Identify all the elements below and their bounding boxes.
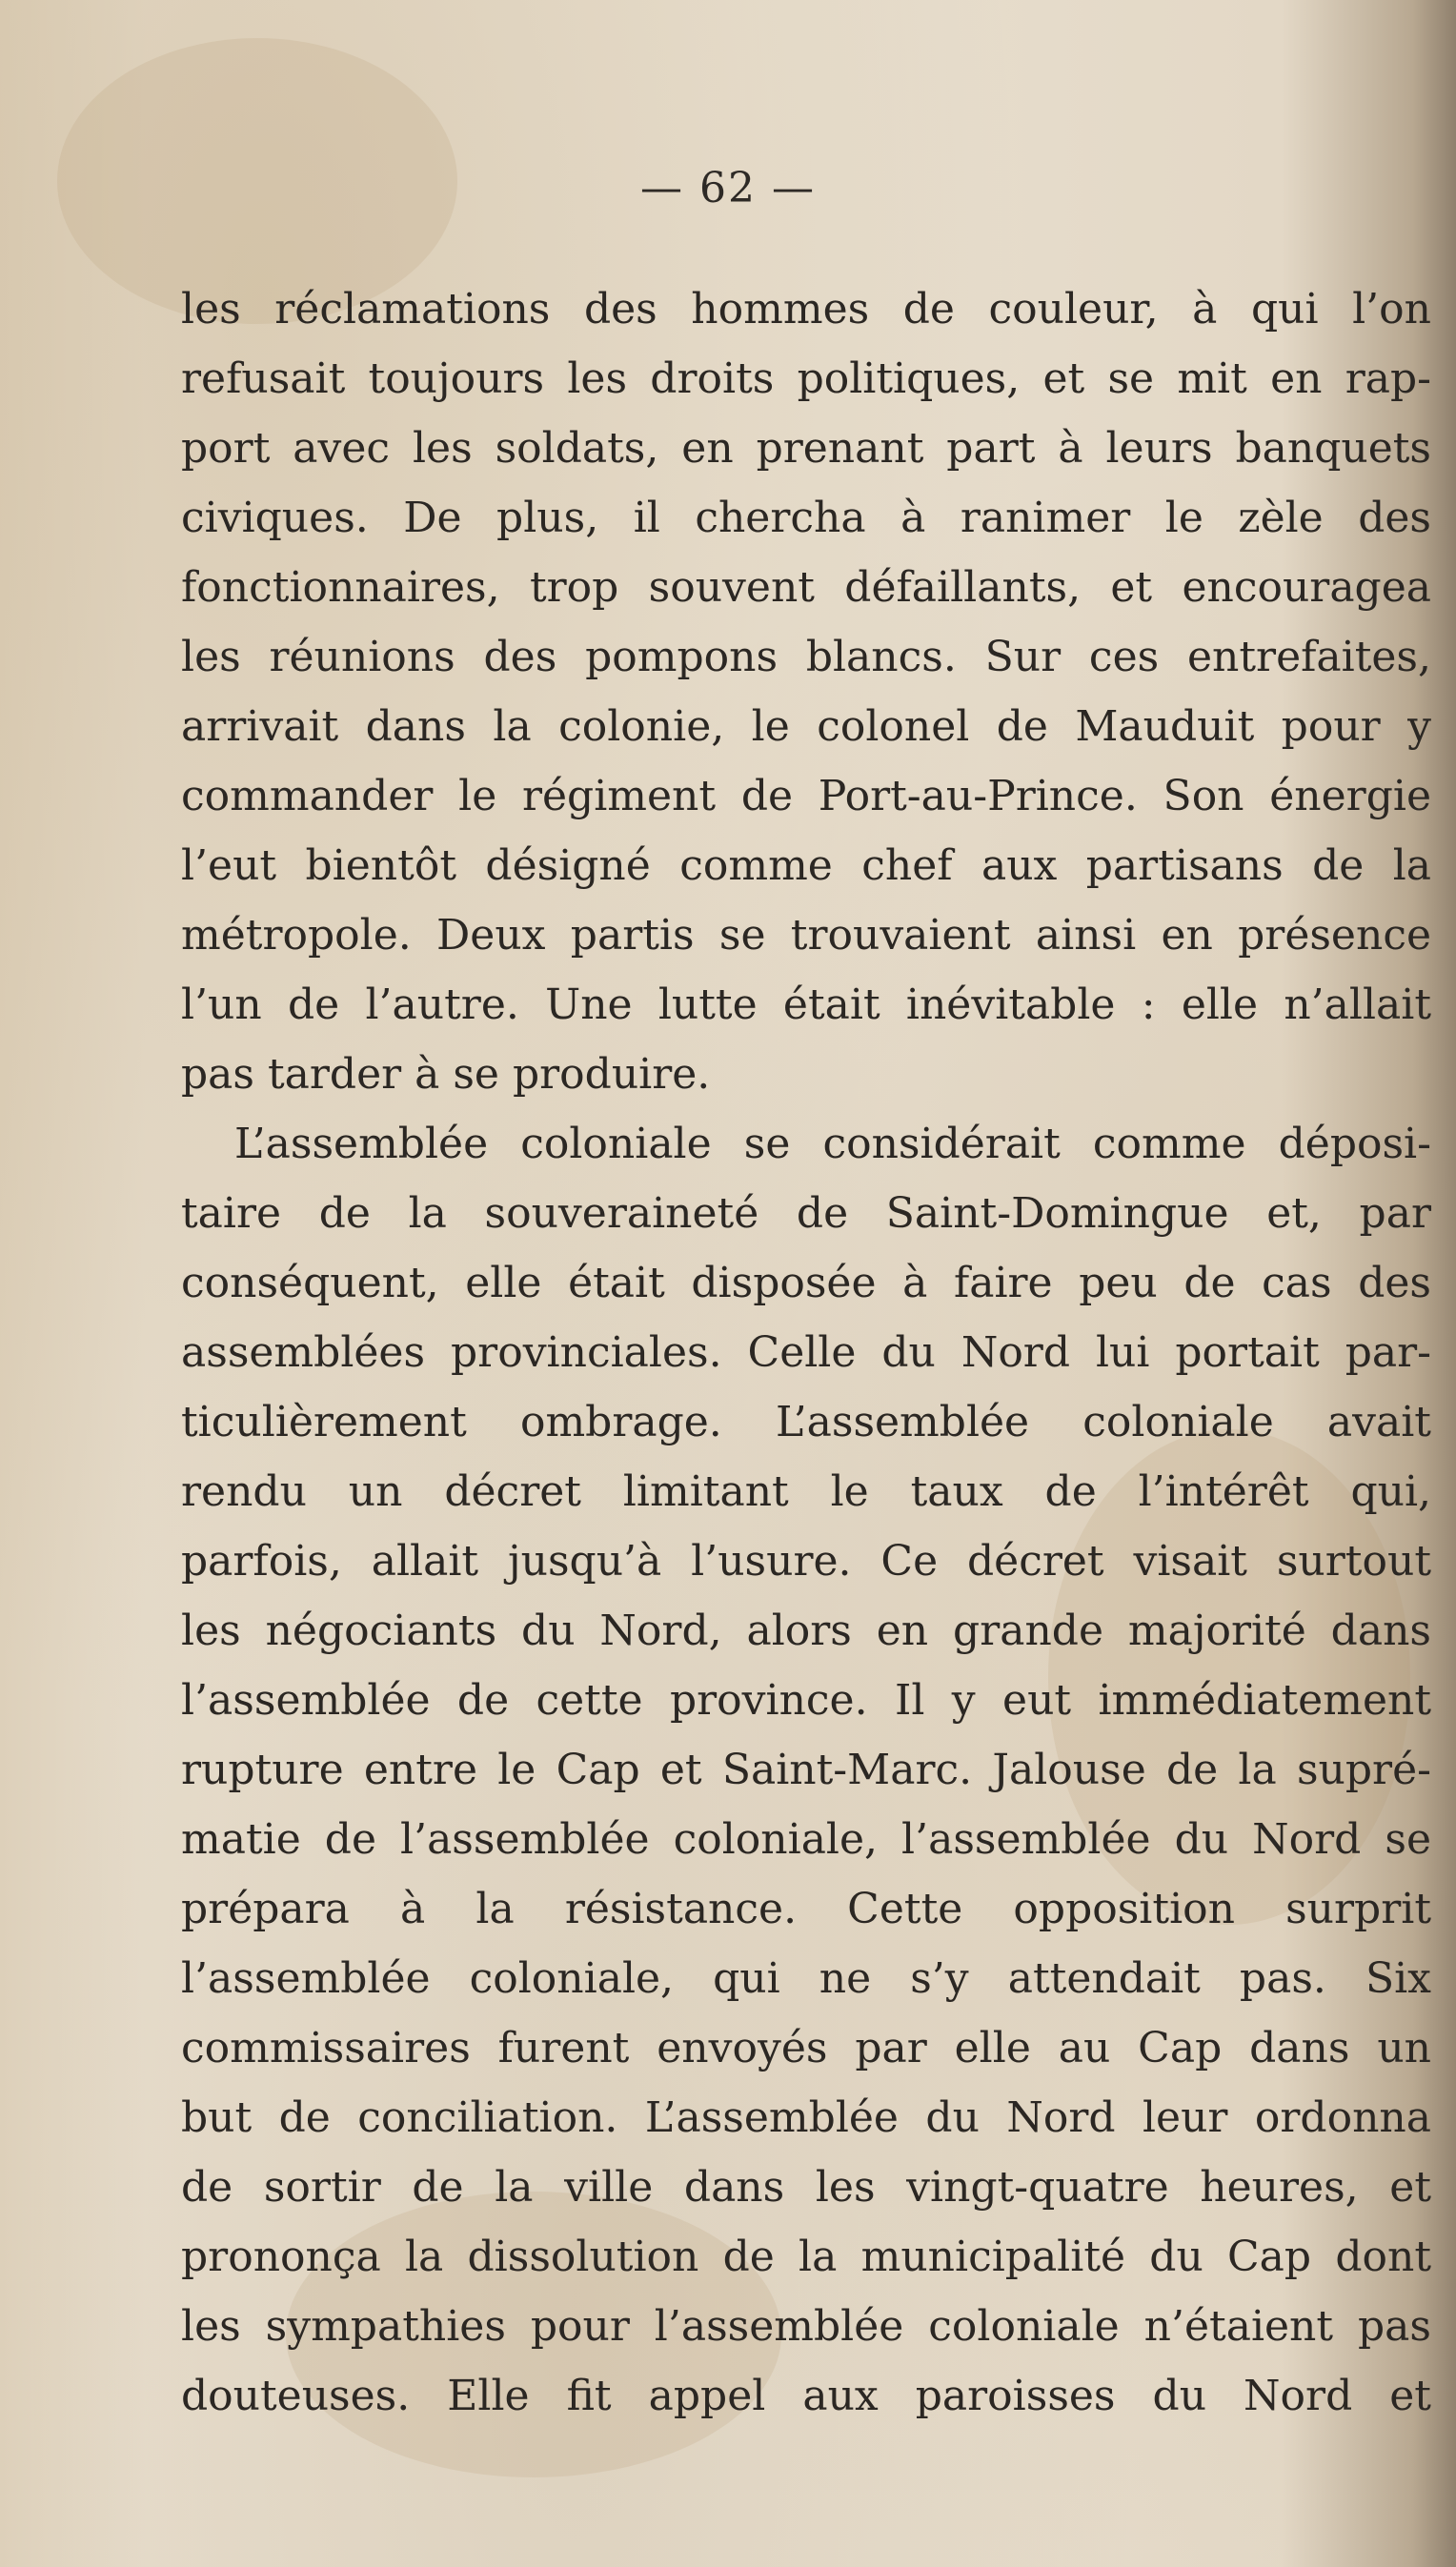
text-line: conséquent, elle était disposée à faire peu de cas des (181, 1259, 1431, 1307)
text-line: taire de la souveraineté de Saint-Domingue et, par (181, 1189, 1431, 1238)
text-line: l’eut bientôt désigné comme chef aux partisans de la (181, 841, 1431, 890)
text-line: commander le régiment de Port-au-Prince. Son énergie (181, 772, 1431, 820)
text-line: les sympathies pour l’assemblée coloniale n’étaient pas (181, 2302, 1431, 2351)
text-line: les négociants du Nord, alors en grande majorité dans (181, 1607, 1431, 1655)
page-number: — 62 — (640, 164, 816, 212)
text-line: L’assemblée coloniale se considérait comme déposi- (234, 1120, 1431, 1168)
text-line: parfois, allait jusqu’à l’usure. Ce décret visait surtout (181, 1537, 1431, 1586)
text-line: rupture entre le Cap et Saint-Marc. Jalouse de la supré- (181, 1746, 1431, 1794)
text-line: prépara à la résistance. Cette opposition surprit (181, 1885, 1431, 1933)
text-line: l’assemblée coloniale, qui ne s’y attendait pas. Six (181, 1954, 1431, 2003)
text-line: pas tarder à se produire. (181, 1050, 711, 1099)
text-line: civiques. De plus, il chercha à ranimer le zèle des (181, 494, 1431, 542)
text-line: de sortir de la ville dans les vingt-quatre heures, et (181, 2163, 1431, 2212)
text-line: douteuses. Elle fit appel aux paroisses du Nord et (181, 2372, 1431, 2420)
text-line: les réclamations des hommes de couleur, à qui l’on (181, 285, 1431, 334)
text-line: métropole. Deux partis se trouvaient ainsi en présence (181, 911, 1431, 960)
text-line: prononça la dissolution de la municipalité du Cap dont (181, 2233, 1431, 2281)
text-line: refusait toujours les droits politiques, et se mit en rap- (181, 354, 1431, 403)
text-line: assemblées provinciales. Celle du Nord lui portait par- (181, 1328, 1431, 1377)
text-line: port avec les soldats, en prenant part à leurs banquets (181, 424, 1431, 473)
text-line: rendu un décret limitant le taux de l’intérêt qui, (181, 1467, 1431, 1516)
text-line: l’assemblée de cette province. Il y eut immédiatement (181, 1676, 1431, 1725)
text-line: commissaires furent envoyés par elle au Cap dans un (181, 2024, 1431, 2072)
text-line: ticulièrement ombrage. L’assemblée coloniale avait (181, 1398, 1431, 1446)
text-line: fonctionnaires, trop souvent défaillants, et encouragea (181, 563, 1431, 612)
body-text (181, 274, 1431, 2431)
text-line: but de conciliation. L’assemblée du Nord leur ordonna (181, 2093, 1431, 2142)
text-line: matie de l’assemblée coloniale, l’assemblée du Nord se (181, 1815, 1431, 1864)
text-line: les réunions des pompons blancs. Sur ces entrefaites, (181, 633, 1431, 681)
text-line: arrivait dans la colonie, le colonel de Mauduit pour y (181, 702, 1431, 751)
text-line: l’un de l’autre. Une lutte était inévitable : elle n’allait (181, 980, 1431, 1029)
